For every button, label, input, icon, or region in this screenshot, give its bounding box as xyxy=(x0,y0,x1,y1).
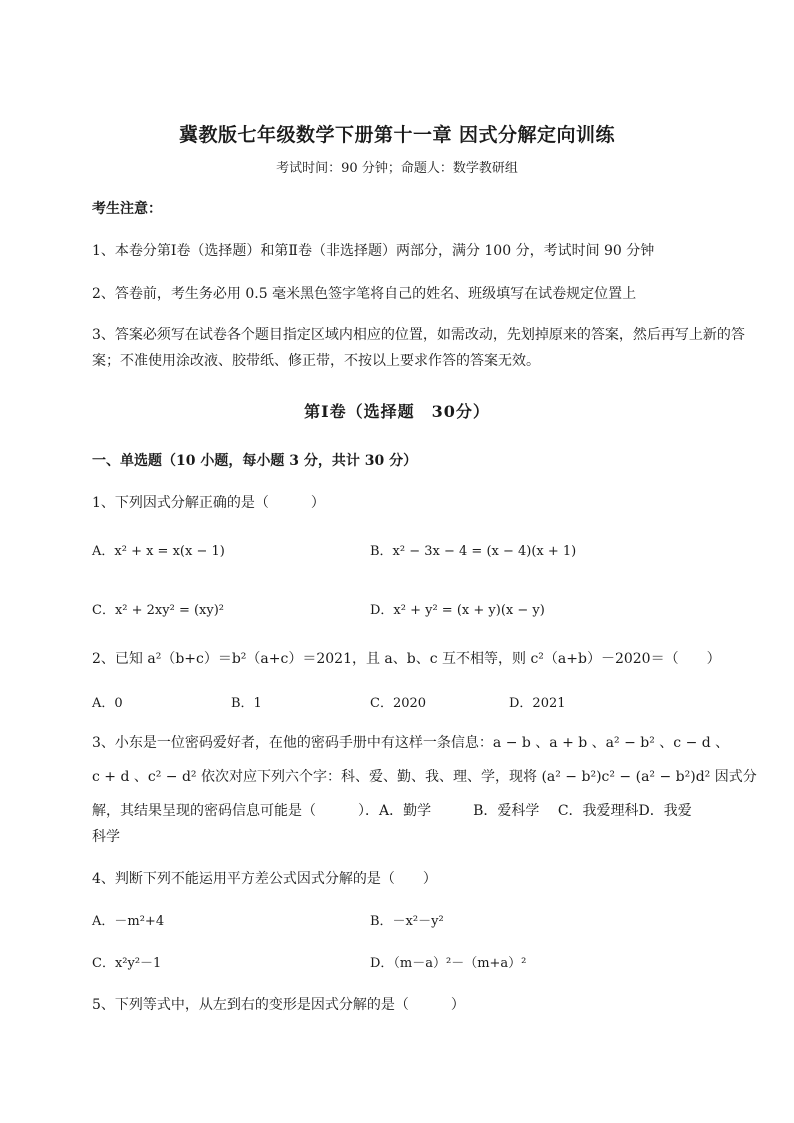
question-4-stem: 4、判断下列不能运用平方差公式因式分解的是（ ） xyxy=(92,871,437,887)
question-3-stem-line-3: 解，其结果呈现的密码信息可能是（ ）．A．勤学 B．爱科学 C．我爱理科D．我爱 xyxy=(92,803,692,819)
question-4-option-d: D．（m－a）²－（m+a）² xyxy=(370,956,527,971)
part-heading: 一、单选题（10 小题，每小题 3 分，共计 30 分） xyxy=(92,453,418,469)
question-2-option-c: C．2020 xyxy=(370,696,427,711)
question-1-option-c: C．x² + 2xy² = (xy)² xyxy=(92,603,224,618)
question-1-option-a: A．x² + x = x(x − 1) xyxy=(92,544,225,559)
question-2-stem: 2、已知 a²（b+c）＝b²（a+c）＝2021，且 a、b、c 互不相等，则 c²（a+b）－2020＝（ ） xyxy=(92,651,721,667)
page-title: 冀教版七年级数学下册第十一章 因式分解定向训练 xyxy=(178,124,616,146)
note-item-3: 3、答案必须写在试卷各个题目指定区域内相应的位置，如需改动，先划掉原来的答案，然后再写上新的答案；不准使用涂改液、胶带纸、修正带，不按以上要求作答的答案无效。 xyxy=(92,327,745,369)
question-1-option-b: B．x² − 3x − 4 = (x − 4)(x + 1) xyxy=(370,544,577,559)
question-5-stem: 5、下列等式中，从左到右的变形是因式分解的是（ ） xyxy=(92,997,465,1013)
note-item-2: 2、答卷前，考生务必用 0.5 毫米黑色签字笔将自己的姓名、班级填写在试卷规定位置上 xyxy=(92,286,637,302)
question-1-stem: 1、下列因式分解正确的是（ ） xyxy=(92,495,325,511)
notes-heading: 考生注意： xyxy=(92,201,162,217)
question-2-option-a: A．0 xyxy=(92,696,123,711)
question-1-option-d: D．x² + y² = (x + y)(x − y) xyxy=(370,603,545,618)
exam-subtitle: 考试时间：90 分钟；命题人：数学教研组 xyxy=(276,161,518,176)
question-2-option-d: D．2021 xyxy=(509,696,566,711)
question-3-stem-line-1: 3、小东是一位密码爱好者，在他的密码手册中有这样一条信息：a − b 、a + b 、a² − b² 、c − d 、 xyxy=(92,735,730,751)
question-3-stem-line-2: c + d 、c² − d² 依次对应下列六个字：科、爱、勤、我、理、学，现将 (a² − b²)c² − (a² − b²)d² 因式分 xyxy=(92,769,757,785)
question-3-stem-line-4: 科学 xyxy=(92,829,120,845)
question-4-option-b: B．－x²－y² xyxy=(370,914,444,929)
question-4-option-c: C．x²y²－1 xyxy=(92,956,162,971)
question-2-option-b: B．1 xyxy=(231,696,262,711)
note-item-1: 1、本卷分第Ⅰ卷（选择题）和第Ⅱ卷（非选择题）两部分，满分 100 分，考试时间 90 分钟 xyxy=(92,243,655,259)
question-4-option-a: A．－m²+4 xyxy=(92,914,165,929)
section-title: 第Ⅰ卷（选择题 30分） xyxy=(304,402,490,421)
